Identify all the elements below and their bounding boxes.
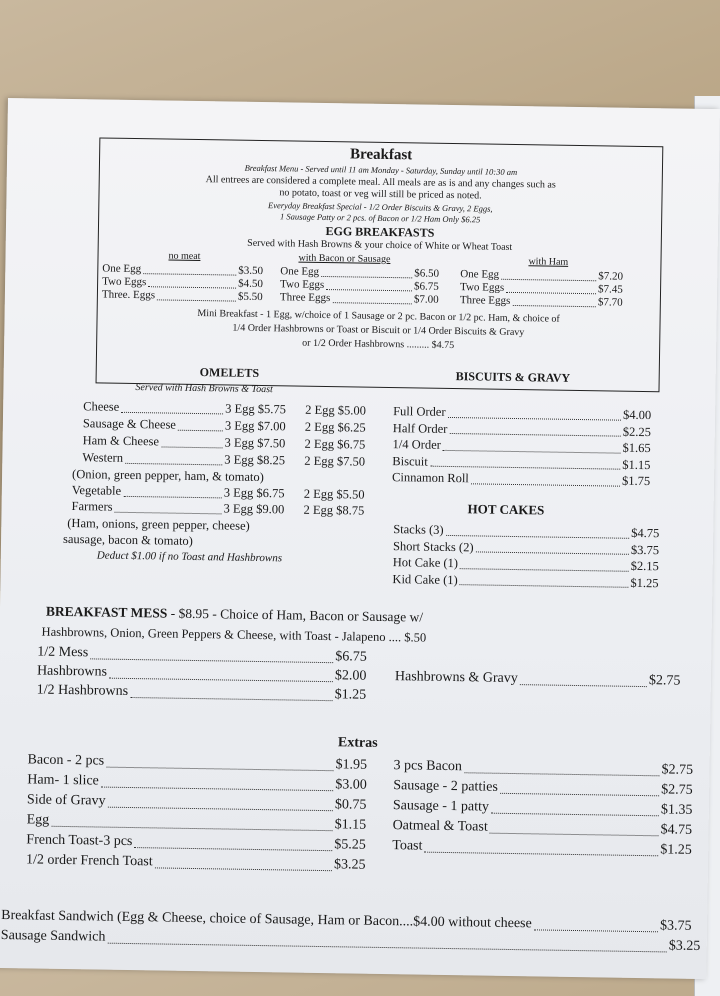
egg-no_meat-0-price: $3.50 [238,264,264,278]
extra-right-4-leader [425,852,659,857]
extra-left-4-label: French Toast-3 pcs [26,832,133,850]
extra-left-5-price: $3.25 [333,857,366,873]
egg-no_meat-2-leader [157,300,236,302]
biscuit-2-label: 1/4 Order [392,437,441,452]
omelets-title: OMELETS [199,365,260,380]
special-line-2: 1 Sausage Patty or 2 pcs. of Bacon or 1/2 Ham Only $6.25 [279,211,481,225]
egg-bacon-2-price: $7.00 [413,293,439,306]
extra-left-2-leader [108,807,333,812]
sandwich-1-label: Sausage Sandwich [0,927,106,945]
extra-left-4-leader [135,847,333,851]
extra-right-3-label: Oatmeal & Toast [392,818,488,835]
egg-bacon-1-leader [326,289,412,291]
sandwich-0-price: $3.75 [659,918,692,934]
western-note: (Onion, green pepper, ham, & tomato) [71,467,264,485]
egg-ham-0-label: One Egg [460,268,500,281]
hours-line: Breakfast Menu - Served until 11 am Monday - Saturday, Sunday until 10:30 am [244,162,518,178]
egg-no_meat-2-label: Three. Eggs [101,288,156,302]
extra-right-4-label: Toast [392,838,423,854]
egg-ham-2-price: $7.70 [597,296,623,309]
biscuit-2-leader [443,450,621,454]
biscuit-1-price: $2.25 [622,424,652,439]
extra-right-1-leader [500,793,659,796]
biscuit-4-leader [471,483,620,486]
extra-right-2-label: Sausage - 1 patty [392,798,490,815]
omelet-farm-label: Farmers [71,499,113,514]
sandwich-0-leader [534,930,658,933]
sandwich-1-price: $3.25 [668,938,701,954]
mess-title: BREAKFAST MESS [45,603,168,621]
extra-left-4-price: $5.25 [334,837,366,853]
egg-no_meat-0-label: One Egg [102,262,142,276]
omelet-0-price: 3 Egg $5.75 [225,401,287,417]
farmers-note-2: sausage, bacon & tomato) [62,531,194,548]
breakfast-box [96,137,664,392]
biscuit-2-price: $1.65 [622,440,651,456]
biscuit-0-price: $4.00 [622,407,652,423]
biscuits-title: BISCUITS & GRAVY [455,369,571,385]
extra-right-2-leader [491,813,659,817]
menu-page [0,98,720,979]
extra-right-0-label: 3 pcs Bacon [393,758,463,775]
biscuit-3-price: $1.15 [622,457,651,472]
egg-bacon-2-leader [332,303,411,305]
omelet-2-price: 3 Egg $7.50 [224,435,286,451]
omelet-3-price: 3 Egg $8.25 [224,452,286,468]
egg-bacon-1-price: $6.75 [413,280,439,293]
mess-2-leader [130,697,332,701]
special-line-1: Everyday Breakfast Special - 1/2 Order Biscuits & Gravy, 2 Eggs, [267,200,493,214]
omelet-veg-two-egg-price: 2 Egg $5.50 [303,486,365,502]
hotcakes-title: HOT CAKES [467,501,545,518]
hotcake-1-leader [476,552,629,555]
extra-right-3-price: $4.75 [660,822,693,838]
extra-right-4-price: $1.25 [660,842,692,858]
hashbrowns-gravy-leader [520,684,647,687]
extra-left-5-leader [155,868,332,872]
deduct-note: Deduct $1.00 if no Toast and Hashbrowns [96,549,283,565]
omelet-2-leader [161,446,222,448]
omelet-veg-leader [123,496,221,499]
extra-left-5-label: 1/2 order French Toast [25,852,153,870]
extra-left-0-label: Bacon - 2 pcs [27,752,105,769]
hotcake-3-leader [460,585,628,589]
omelet-3-two-egg-price: 2 Egg $7.50 [304,453,366,469]
extra-right-1-label: Sausage - 2 patties [393,778,498,795]
egg-no_meat-1-leader [148,287,236,289]
omelet-farm-two-egg-price: 2 Egg $8.75 [303,502,365,518]
egg-ham-2-leader [512,305,595,307]
hotcake-2-label: Hot Cake (1) [392,555,459,571]
mess-0-label: 1/2 Mess [37,644,89,661]
egg-no_meat-0-leader [143,274,236,276]
extra-left-3-label: Egg [26,812,50,828]
mess-line-2: Hashbrowns, Onion, Green Peppers & Cheese, with Toast - Jalapeno .... $.50 [41,624,427,645]
mess-1-leader [109,678,333,683]
omelet-farm-price: 3 Egg $9.00 [223,501,285,517]
hotcake-0-price: $4.75 [631,525,660,541]
egg-ham-1-leader [506,292,596,294]
extra-left-3-price: $1.15 [334,817,367,833]
mess-2-label: 1/2 Hashbrowns [36,682,129,699]
omelets-sub: Served with Hash Browns & Toast [135,382,273,396]
sandwich-0-label: Breakfast Sandwich (Egg & Cheese, choice of Sausage, Ham or Bacon....$4.00 without cheese [1,907,532,932]
omelet-2-two-egg-price: 2 Egg $6.75 [304,436,366,452]
hotcake-2-leader [460,568,628,572]
mini-line-1: Mini Breakfast - 1 Egg, w/choice of 1 Sausage or 2 pc. Bacon or 1/2 pc. Ham, & choice of [197,308,560,325]
extra-right-3-leader [490,833,659,837]
extra-left-2-price: $0.75 [334,797,367,813]
hotcake-3-price: $1.25 [630,575,659,590]
egg-breakfasts-sub: Served with Hash Browns & your choice of White or Wheat Toast [247,237,513,253]
omelet-1-price: 3 Egg $7.00 [224,418,286,434]
extra-right-2-price: $1.35 [660,802,693,818]
egg-no_meat-2-price: $5.50 [237,290,263,304]
col-header-ham: with Ham [528,256,569,268]
extra-right-0-leader [464,773,659,777]
hotcake-1-price: $3.75 [630,542,660,557]
omelet-veg-price: 3 Egg $6.75 [223,485,285,501]
omelet-0-two-egg-price: 2 Egg $5.00 [305,402,367,418]
egg-no_meat-1-label: Two Eggs [102,275,147,289]
extra-left-3-leader [51,826,332,831]
extra-left-2-label: Side of Gravy [26,792,106,809]
note-line-1: All entrees are considered a complete meal. All meals are as is and any changes such as [205,174,556,191]
col-header-bacon: with Bacon or Sausage [298,252,391,266]
biscuit-3-label: Biscuit [392,453,428,469]
egg-bacon-0-label: One Egg [280,265,320,278]
hotcake-1-label: Short Stacks (2) [392,538,474,554]
mess-line-1 [46,604,423,626]
breakfast-title: Breakfast [349,146,413,164]
extra-right-0-price: $2.75 [661,762,694,778]
hotcake-0-leader [446,535,629,539]
biscuit-0-leader [448,417,621,421]
mini-line-2: 1/4 Order Hashbrowns or Toast or Biscuit or 1/4 Order Biscuits & Gravy [232,322,525,339]
egg-ham-1-price: $7.45 [597,283,623,296]
omelet-0-leader [121,412,223,415]
biscuit-0-label: Full Order [393,404,446,419]
egg-bacon-1-label: Two Eggs [280,278,325,291]
extra-left-0-price: $1.95 [335,757,368,773]
extra-left-1-label: Ham- 1 slice [27,772,99,789]
hotcake-0-label: Stacks (3) [393,522,444,537]
omelet-2-label: Ham & Cheese [82,433,160,449]
egg-ham-2-label: Three Eggs [459,294,511,307]
hashbrowns-gravy-label: Hashbrowns & Gravy [394,669,518,687]
omelet-3-leader [125,463,222,466]
omelet-farm-leader [115,512,222,515]
egg-bacon-2-label: Three Eggs [279,291,331,305]
col-header-no-meat: no meat [168,250,201,263]
omelet-0-label: Cheese [83,399,120,414]
egg-no_meat-1-price: $4.50 [238,277,263,291]
mess-2-price: $1.25 [334,687,367,703]
extra-left-1-price: $3.00 [335,777,367,793]
extra-left-0-leader [106,767,333,772]
mess-1-price: $2.00 [334,668,367,684]
biscuit-3-leader [430,466,620,470]
biscuit-1-label: Half Order [392,420,448,436]
egg-ham-0-price: $7.20 [598,270,624,283]
hotcake-2-price: $2.15 [630,558,659,574]
mess-desc: - $8.95 - Choice of Ham, Bacon or Sausage w/ [170,605,424,625]
omelet-3-label: Western [82,450,124,465]
hotcake-3-label: Kid Cake (1) [392,571,458,587]
egg-bacon-0-leader [321,276,412,278]
egg-breakfasts-title: EGG BREAKFASTS [325,224,435,240]
biscuit-4-label: Cinnamon Roll [391,470,469,486]
omelet-1-leader [178,430,223,432]
farmers-note-1: (Ham, onions, green pepper, cheese) [67,515,250,533]
biscuit-4-price: $1.75 [621,473,651,489]
note-line-2: no potato, toast or veg will still be priced as noted. [279,187,482,202]
sandwich-1-leader [108,943,667,953]
hashbrowns-gravy-price: $2.75 [648,673,681,689]
mess-1-label: Hashbrowns [36,663,108,680]
extras-title: Extras [337,735,378,751]
extra-left-1-leader [101,787,333,792]
omelet-1-label: Sausage & Cheese [82,416,177,432]
egg-ham-0-leader [501,279,596,281]
egg-bacon-0-price: $6.50 [414,267,440,280]
mess-0-leader [90,659,333,664]
omelet-1-two-egg-price: 2 Egg $6.25 [304,419,366,435]
egg-ham-1-label: Two Eggs [459,281,505,294]
biscuit-1-leader [449,433,620,437]
mess-0-price: $6.75 [335,649,367,665]
extra-right-1-price: $2.75 [661,782,693,798]
mini-line-3: or 1/2 Order Hashbrowns ......... $4.75 [302,337,455,352]
omelet-veg-label: Vegetable [71,483,122,498]
